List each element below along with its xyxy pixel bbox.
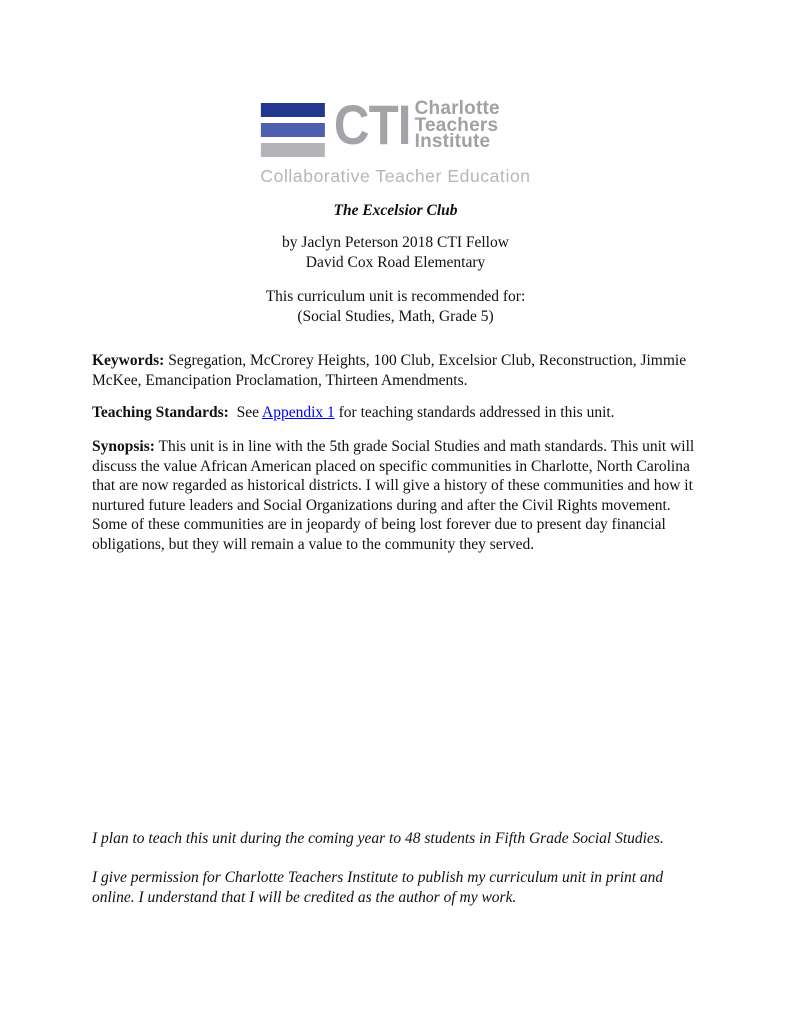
permission-statement: I give permission for Charlotte Teachers Institute to publish my curriculum unit in print and online. I understand that I will be credited as the author of my work. <box>92 869 664 906</box>
keywords-label: Keywords: <box>92 352 165 369</box>
logo-bar-navy <box>260 103 324 117</box>
cti-wordmark-line1: Charlotte <box>414 98 500 119</box>
recommendation-intro: This curriculum unit is recommended for: <box>265 288 526 305</box>
logo-bar-gray <box>260 143 324 157</box>
teaching-standards-after-link: for teaching standards addressed in this unit. <box>338 404 615 421</box>
synopsis-text: This unit is in line with the 5th grade Social Studies and math standards. This unit will discuss the value African American placed on specific communities in Charlotte, North Carolina that are now regarded as historical districts. I will give a history of these communities and how it nurtured future leaders and Social Organizations during and after the Civil Rights movement. Some of these communities are in jeopardy of being lost forever due to present day financial obligations, but they will remain a value to the community they served. <box>92 438 695 553</box>
synopsis-paragraph <box>92 437 706 554</box>
author-block <box>0 233 791 273</box>
teach-plan-statement: I plan to teach this unit during the coming year to 48 students in Fifth Grade Social Studies. <box>92 830 664 847</box>
author-school: David Cox Road Elementary <box>305 254 486 271</box>
cti-wordmark-line2: Teachers <box>414 114 499 136</box>
teaching-standards-paragraph <box>92 403 706 423</box>
unit-title: The Excelsior Club <box>333 202 458 219</box>
cti-acronym: CTI <box>333 93 411 156</box>
recommendation-block <box>0 287 791 327</box>
teaching-standards-before-link: See <box>236 404 259 421</box>
cti-logo <box>260 93 531 187</box>
teaching-standards-label: Teaching Standards: <box>92 404 229 421</box>
logo-bar-blue <box>260 123 324 137</box>
cti-logo-row <box>260 93 530 157</box>
cti-wordmark <box>415 100 500 151</box>
recommendation-subjects: (Social Studies, Math, Grade 5) <box>297 308 494 325</box>
cti-tagline: Collaborative Teacher Education <box>260 166 531 186</box>
keywords-text: Segregation, McCrorey Heights, 100 Club, Excelsior Club, Reconstruction, Jimmie McKee, Emancipation Proclamation, Thirteen Amendments. <box>92 352 687 389</box>
synopsis-label: Synopsis: <box>92 438 155 455</box>
cti-wordmark-line3: Institute <box>414 131 491 152</box>
keywords-paragraph <box>92 351 706 390</box>
appendix-1-link[interactable]: Appendix 1 <box>262 404 335 421</box>
author-byline: by Jaclyn Peterson 2018 CTI Fellow <box>282 234 509 251</box>
cti-logo-bars-icon <box>260 103 324 157</box>
